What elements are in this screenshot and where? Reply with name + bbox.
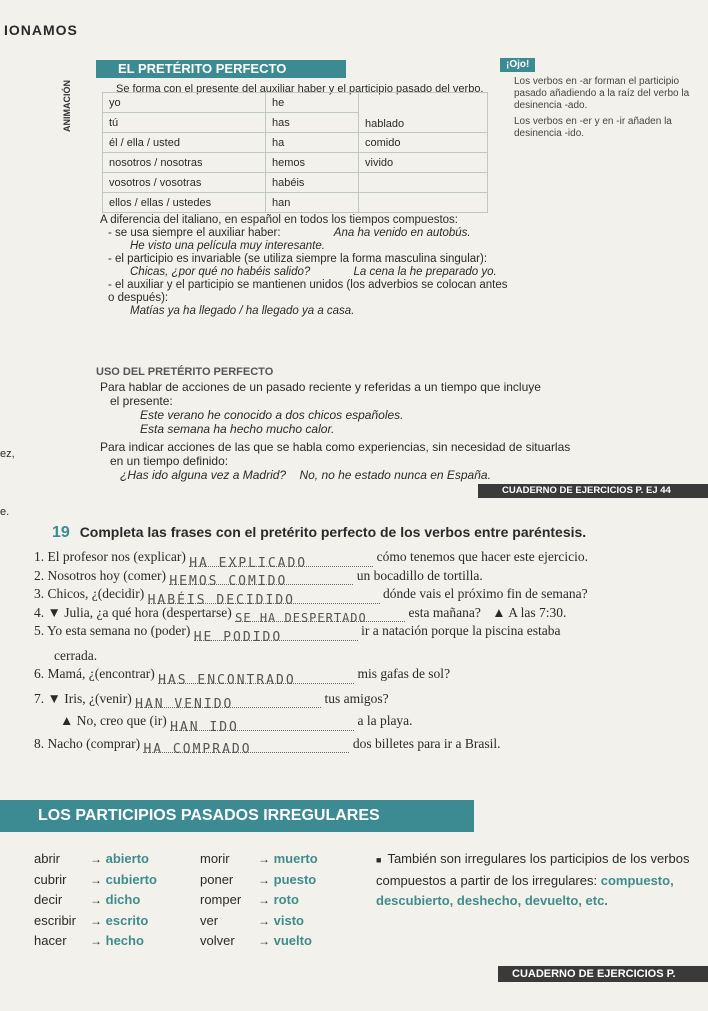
- item-rest-cont: cerrada.: [54, 647, 98, 663]
- pronoun-cell: ellos / ellas / ustedes: [103, 193, 266, 213]
- irregular-row: [34, 931, 194, 952]
- pronoun-cell: tú: [103, 113, 266, 133]
- infinitive: cubrir: [34, 871, 67, 887]
- uso-example: Este verano he conocido a dos chicos españoles.: [140, 408, 404, 422]
- infinitive: romper: [200, 892, 242, 907]
- item-prompt: 8. Nacho (comprar): [34, 735, 141, 751]
- note-text: También son irregulares los participios de los verbos compuestos a partir de los irregulares:: [376, 851, 690, 888]
- item-rest: a la playa.: [357, 713, 413, 728]
- irregular-col-2: [200, 849, 360, 952]
- answer-field[interactable]: [193, 628, 358, 645]
- rule-example: He visto una película muy interesante.: [130, 240, 325, 252]
- item-rest: ir a natación porque la piscina estaba: [361, 623, 561, 638]
- arrow-icon: →: [258, 872, 270, 887]
- arrow-icon: →: [90, 913, 102, 928]
- exercise-title: Completa las frases con el pretérito perfecto de los verbos entre paréntesis.: [79, 524, 587, 540]
- arrow-icon: →: [90, 934, 102, 948]
- answer-text: HAS ENCONTRADO: [158, 672, 296, 688]
- item-rest: dos billetes para ir a Brasil.: [352, 735, 501, 751]
- item-rest: esta mañana?: [408, 604, 481, 620]
- participle: muerto: [273, 851, 318, 866]
- answer-text: HABÉIS DECIDIDO: [147, 592, 295, 608]
- empty-cell: [359, 173, 488, 193]
- arrow-icon: →: [258, 934, 270, 948]
- irregular-row: [34, 849, 194, 870]
- infinitive: decir: [34, 892, 63, 907]
- aux-cell: han: [266, 193, 359, 213]
- answer-field[interactable]: [235, 609, 405, 625]
- answer-field[interactable]: [158, 671, 354, 688]
- aux-cell: has: [266, 113, 359, 133]
- ojo-bullet-1: Los verbos en -ar forman el participio pasado añadiendo a la raíz del verbo la desinencia -ado.: [514, 76, 690, 111]
- section-intro: Se forma con el presente del auxiliar haber y el participio pasado del verbo.: [116, 83, 484, 95]
- uso-point-1: Para hablar de acciones de un pasado reciente y referidas a un tiempo que incluye: [100, 380, 541, 394]
- sidebar-label: ANIMACIÓN: [62, 80, 72, 132]
- uso-point-2: Para indicar acciones de las que se habla como experiencias, sin necesidad de situarlas: [100, 440, 571, 454]
- answer-text: HA COMPRADO: [143, 742, 252, 757]
- arrow-icon: →: [90, 872, 102, 887]
- bullet-icon: ■: [376, 855, 382, 865]
- participle: vuelto: [273, 933, 312, 948]
- irregulares-title-text: LOS PARTICIPIOS PASADOS IRREGULARES: [38, 807, 380, 824]
- participle: cubierto: [105, 871, 157, 887]
- left-fragment-2: e.: [0, 506, 10, 518]
- infinitive: escribir: [34, 912, 76, 928]
- left-fragment-1: ez,: [0, 448, 15, 460]
- irregular-row: [200, 890, 360, 911]
- aux-cell: hemos: [266, 153, 359, 173]
- item-prompt: 5. Yo esta semana no (poder): [34, 623, 191, 638]
- irregular-col-1: [34, 849, 194, 952]
- rules-block: [100, 214, 660, 318]
- participle-cell: vivido: [359, 153, 488, 173]
- pronoun-cell: vosotros / vosotras: [103, 173, 266, 193]
- exercise-item: [34, 567, 708, 589]
- arrow-icon: →: [258, 852, 270, 866]
- irregular-row: [200, 911, 360, 932]
- infinitive: morir: [200, 851, 230, 866]
- irregular-row: [34, 911, 194, 932]
- exercise-item: [34, 690, 708, 712]
- irregular-row: [34, 890, 194, 911]
- irregular-row: [200, 931, 360, 952]
- empty-cell: [359, 193, 488, 213]
- participle-cell: comido: [359, 133, 488, 153]
- aux-cell: he: [266, 93, 359, 113]
- participle-cell: hablado: [359, 93, 488, 133]
- irregular-row: [200, 849, 360, 870]
- arrow-icon: →: [258, 913, 270, 928]
- rule-intro: A diferencia del italiano, en español en todos los tiempos compuestos:: [100, 214, 458, 226]
- answer-text: HA EXPLICADO: [189, 555, 308, 571]
- uso-point-2-cont: en un tiempo definido:: [110, 454, 229, 468]
- item-response: ▲ A las 7:30.: [492, 604, 567, 620]
- answer-field[interactable]: [135, 695, 321, 712]
- uso-examples-2: [100, 468, 680, 482]
- answer-text: SE HA DESPERTADO: [235, 611, 367, 625]
- exercise-item: [34, 735, 708, 757]
- exercise-heading: [52, 524, 586, 542]
- rule-2: - el participio es invariable (se utiliza siempre la forma masculina singular):: [108, 253, 488, 265]
- ojo-box: [500, 58, 690, 188]
- item-prompt: 2. Nosotros hoy (comer): [34, 567, 166, 583]
- answer-field[interactable]: [170, 718, 354, 735]
- arrow-icon: →: [90, 893, 102, 907]
- pronoun-cell: yo: [103, 93, 266, 113]
- uso-block: [100, 380, 680, 482]
- participle: abierto: [105, 851, 149, 866]
- participle: escrito: [105, 912, 149, 928]
- exercise-item: [34, 548, 708, 571]
- header-corner: IONAMOS: [4, 22, 78, 38]
- item-rest: cómo tenemos que hacer este ejercicio.: [376, 549, 588, 564]
- aux-cell: habéis: [266, 173, 359, 193]
- uso-title: USO DEL PRETÉRITO PERFECTO: [96, 366, 274, 378]
- item-rest: tus amigos?: [324, 690, 389, 706]
- irregular-row: [200, 870, 360, 891]
- answer-field[interactable]: [189, 554, 373, 571]
- item-prompt: ▲ No, creo que (ir): [60, 713, 167, 728]
- uso-example: No, no he estado nunca en España.: [299, 468, 491, 482]
- item-rest: mis gafas de sol?: [357, 666, 451, 681]
- exercise-number: 19: [52, 524, 70, 541]
- arrow-icon: →: [90, 852, 102, 866]
- uso-example: Esta semana ha hecho mucho calor.: [140, 422, 335, 436]
- infinitive: hacer: [34, 933, 67, 948]
- rule-example: Chicas, ¿por qué no habéis salido?: [130, 266, 311, 278]
- rule-text: - se usa siempre el auxiliar haber:: [108, 227, 281, 239]
- section-title: EL PRETÉRITO PERFECTO: [96, 60, 346, 78]
- rule-example: Ana ha venido en autobús.: [333, 227, 471, 239]
- answer-field[interactable]: [147, 591, 380, 608]
- conjugation-table: [102, 92, 488, 213]
- answer-field[interactable]: [143, 740, 349, 757]
- rule-2-examples: [100, 266, 660, 279]
- item-prompt: 3. Chicos, ¿(decidir): [34, 586, 145, 601]
- irregular-row: [34, 870, 194, 891]
- uso-example: ¿Has ido alguna vez a Madrid?: [120, 468, 287, 482]
- pronoun-cell: él / ella / usted: [103, 133, 266, 153]
- participle: dicho: [105, 892, 141, 907]
- item-rest: un bocadillo de tortilla.: [356, 567, 483, 583]
- exercise-item: [34, 585, 708, 608]
- note-example: compuesto, descubierto,: [376, 872, 674, 908]
- ojo-title: ¡Ojo!: [500, 58, 535, 72]
- cuaderno-link-1[interactable]: CUADERNO DE EJERCICIOS P. EJ 44: [478, 484, 708, 498]
- exercise-item: [34, 604, 708, 623]
- infinitive: volver: [200, 933, 235, 948]
- rule-3-cont: o después):: [108, 292, 169, 304]
- infinitive: poner: [200, 871, 234, 887]
- infinitive: abrir: [34, 851, 61, 866]
- answer-text: HAN VENIDO: [135, 697, 234, 712]
- irregular-note: [376, 849, 702, 912]
- item-prompt: 1. El profesor nos (explicar): [34, 549, 186, 564]
- participle: hecho: [105, 933, 144, 948]
- answer-field[interactable]: [169, 572, 353, 589]
- participle: puesto: [273, 871, 317, 887]
- uso-point-1-cont: el presente:: [110, 394, 173, 408]
- pronoun-cell: nosotros / nosotras: [103, 153, 266, 173]
- infinitive: ver: [200, 912, 219, 928]
- participle: visto: [273, 912, 304, 928]
- note-example: deshecho, devuelto, etc.: [456, 893, 608, 908]
- rule-example: Matías ya ha llegado / ha llegado ya a casa.: [130, 305, 355, 317]
- item-prompt: 6. Mamá, ¿(encontrar): [34, 666, 155, 681]
- item-prompt: 4. ▼ Julia, ¿a qué hora (despertarse): [34, 604, 232, 620]
- exercise-item: [34, 665, 708, 688]
- rule-example: La cena la he preparado yo.: [353, 266, 497, 278]
- answer-text: HAN IDO: [170, 719, 239, 735]
- rule-3: - el auxiliar y el participio se mantienen unidos (los adverbios se colocan antes: [108, 279, 508, 291]
- arrow-icon: →: [258, 893, 270, 907]
- cuaderno-link-2[interactable]: CUADERNO DE EJERCICIOS P.: [498, 966, 708, 982]
- item-prompt: 7. ▼ Iris, ¿(venir): [34, 690, 132, 706]
- answer-text: HEMOS COMIDO: [169, 574, 288, 589]
- exercise-item: [34, 712, 708, 735]
- exercise-item: [34, 622, 708, 645]
- participle: roto: [273, 892, 299, 907]
- exercise-list: [34, 548, 708, 757]
- irregulares-title: [0, 800, 474, 832]
- rule-1: [100, 227, 660, 240]
- answer-text: HE PODIDO: [193, 629, 283, 645]
- aux-cell: ha: [266, 133, 359, 153]
- ojo-bullet-2: Los verbos en -er y en -ir añaden la desinencia -ido.: [514, 116, 672, 139]
- item-rest: dónde vais el próximo fin de semana?: [382, 586, 588, 601]
